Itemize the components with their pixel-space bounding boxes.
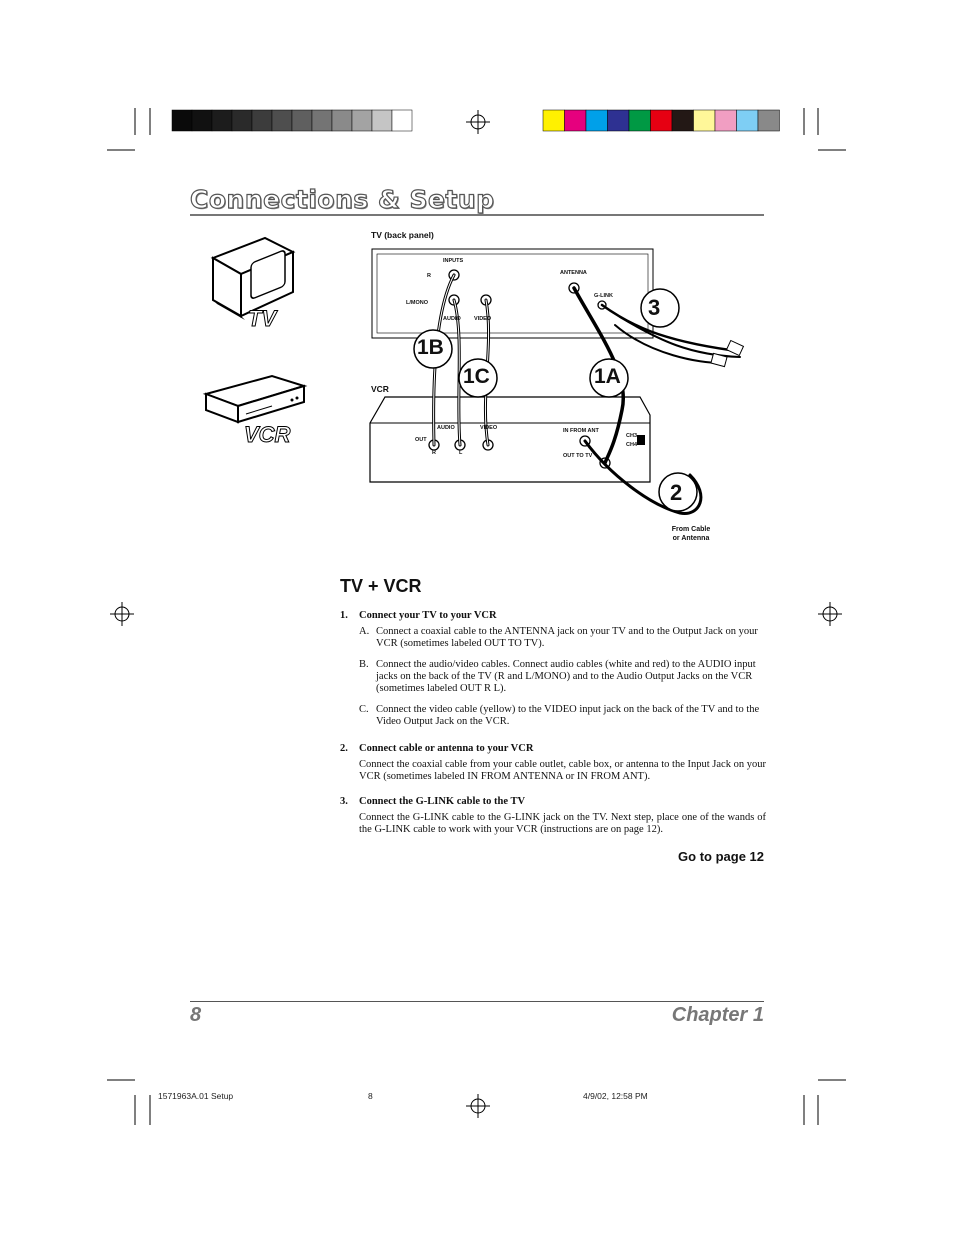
tv-g-link-label: G-LINK (594, 293, 613, 299)
color-swatch (586, 110, 608, 131)
tv-inputs-label: INPUTS (443, 258, 464, 264)
color-swatch (651, 110, 673, 131)
color-swatch (372, 110, 392, 131)
substep-text: Connect a coaxial cable to the ANTENNA jack on your TV and to the Output Jack on your VCR (sometimes labeled OUT TO TV). (376, 626, 758, 649)
step-number: 2. (340, 743, 348, 754)
substep-letter: B. (359, 659, 369, 670)
vcr-ch3-label: CH3 (626, 433, 638, 439)
color-swatch (565, 110, 587, 131)
vcr-ch4-label: CH4 (626, 442, 638, 448)
title-rule (190, 214, 764, 216)
color-swatch (292, 110, 312, 131)
process-color-bar (543, 110, 780, 131)
slug-date: 4/9/02, 12:58 PM (583, 1091, 648, 1101)
tv-audio-label: AUDIO (443, 316, 461, 322)
color-swatch (543, 110, 565, 131)
substep-letter: C. (359, 704, 369, 715)
vcr-r-label: R (432, 450, 436, 456)
registration-mark-right (818, 602, 842, 626)
substep-letter: A. (359, 626, 370, 637)
tv-antenna-label: ANTENNA (560, 270, 587, 276)
from-cable-label (660, 525, 722, 543)
color-swatch (332, 110, 352, 131)
color-swatch (715, 110, 737, 131)
color-swatch (352, 110, 372, 131)
substep-1a (359, 626, 766, 650)
step-number: 3. (340, 796, 348, 807)
substep-1c (359, 704, 766, 728)
vcr-label: VCR (371, 384, 389, 394)
grayscale-color-bar (172, 110, 412, 131)
from-cable-line1: From Cable (671, 526, 711, 533)
step-text: Connect the G-LINK cable to the G-LINK jack on the TV. Next step, place one of the wands of the G-LINK cable to work with your VCR (instructions are on page 12). (359, 812, 766, 835)
go-to-page-link[interactable]: Go to page 12 (678, 849, 764, 864)
color-swatch (392, 110, 412, 131)
section-title: TV + VCR (340, 576, 422, 596)
callout-1b: 1B (417, 336, 444, 359)
instruction-steps (340, 610, 766, 849)
callout-3: 3 (648, 295, 661, 320)
slug-page: 8 (368, 1091, 373, 1101)
tv-r-label: R (427, 273, 431, 279)
footer-rule (190, 1001, 764, 1002)
vcr-illustration (200, 370, 310, 430)
callout-2: 2 (670, 480, 683, 505)
color-swatch (758, 110, 780, 131)
vcr-out-label: OUT (415, 437, 427, 443)
tv-video-label: VIDEO (474, 316, 492, 322)
vcr-audio-label: AUDIO (437, 425, 455, 431)
callout-1a: 1A (594, 365, 621, 388)
step-title: Connect your TV to your VCR (359, 610, 497, 621)
tv-l-mono-label: L/MONO (406, 300, 428, 306)
step-2 (340, 743, 766, 783)
color-swatch (232, 110, 252, 131)
color-swatch (694, 110, 716, 131)
from-cable-line2: or Antenna (672, 535, 710, 542)
vcr-in-from-ant-label: IN FROM ANT (563, 428, 599, 434)
vcr-out-to-tv-label: OUT TO TV (563, 453, 593, 459)
color-swatch (312, 110, 332, 131)
step-number: 1. (340, 610, 348, 621)
step-1 (340, 610, 766, 728)
page-number: 8 (190, 1004, 202, 1026)
vcr-device-label: VCR (244, 422, 291, 447)
slug-file: 1571963A.01 Setup (158, 1091, 234, 1101)
registration-mark-left (110, 602, 134, 626)
color-swatch (192, 110, 212, 131)
color-swatch (172, 110, 192, 131)
color-swatch (212, 110, 232, 131)
color-swatch (629, 110, 651, 131)
connection-diagram (360, 245, 755, 520)
substep-text: Connect the video cable (yellow) to the VIDEO input jack on the back of the TV and to the Video Output Jack on the VCR. (376, 704, 760, 727)
registration-mark-bottom (466, 1094, 490, 1118)
color-swatch (252, 110, 272, 131)
color-swatch (737, 110, 759, 131)
step-title: Connect cable or antenna to your VCR (359, 743, 534, 754)
vcr-l-label: L (459, 450, 463, 456)
vcr-video-label: VIDEO (480, 425, 498, 431)
color-swatch (608, 110, 630, 131)
color-swatch (272, 110, 292, 131)
tv-back-panel-label: TV (back panel) (371, 230, 434, 240)
substep-text: Connect the audio/video cables. Connect audio cables (white and red) to the AUDIO input jacks on the back of the TV (R and L/MONO) and to the Audio Output Jacks on the VCR (sometimes labeled OUT R L). (376, 659, 756, 694)
step-title: Connect the G-LINK cable to the TV (359, 796, 526, 807)
tv-label: TV (248, 306, 277, 331)
callout-1c: 1C (463, 365, 490, 388)
page-title: Connections & Setup (190, 185, 495, 214)
color-swatch (672, 110, 694, 131)
registration-mark-top (466, 110, 490, 134)
step-3 (340, 796, 766, 836)
step-text: Connect the coaxial cable from your cable outlet, cable box, or antenna to the Input Jack on your VCR (sometimes labeled IN FROM ANTENNA or IN FROM ANT). (359, 759, 766, 782)
chapter-label: Chapter 1 (671, 1004, 764, 1026)
substep-1b (359, 659, 766, 695)
